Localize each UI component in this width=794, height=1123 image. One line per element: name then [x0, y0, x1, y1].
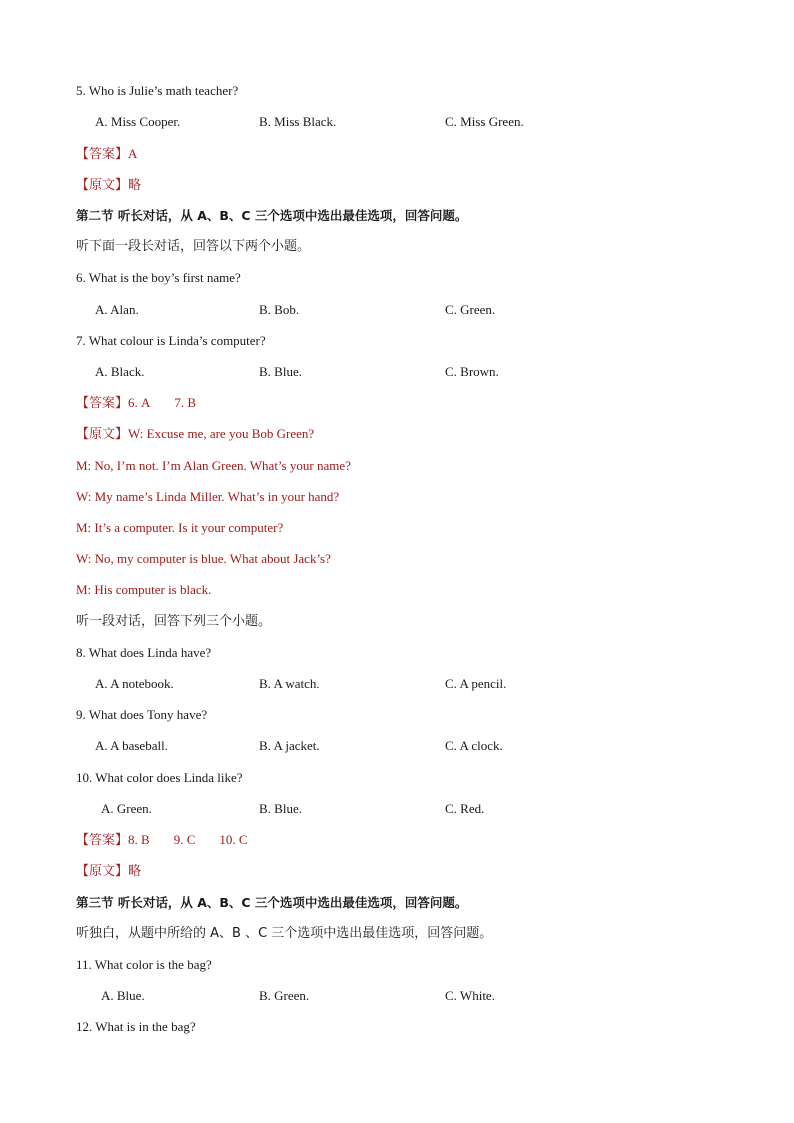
q7-option-a: A. Black.: [95, 364, 145, 379]
q8-option-a: A. A notebook.: [95, 676, 174, 691]
original-text-6-7: [76, 425, 314, 444]
q10-option-b: B. Blue.: [259, 801, 302, 816]
instruction-1: 听下面一段长对话，回答以下两个小题。: [76, 239, 311, 254]
q10-option-a: A. Green.: [101, 801, 152, 816]
q7-option-c: C. Brown.: [445, 364, 499, 379]
question-8: 8. What does Linda have?: [76, 645, 212, 660]
q6-option-c: C. Green.: [445, 302, 496, 317]
q8-option-c: C. A pencil.: [445, 676, 507, 691]
answer-6-7: [76, 394, 196, 413]
dialogue-line: W: Excuse me, are you Bob Green?: [128, 426, 315, 441]
dialogue-line: M: No, I’m not. I’m Alan Green. What’s your name?: [76, 458, 351, 473]
original-text-5: [76, 176, 141, 195]
answer-value-10: 10. C: [219, 832, 248, 847]
section-2-title: 第二节 听长对话，从 A、B、C 三个选项中选出最佳选项，回答问题。: [76, 208, 468, 223]
q6-option-a: A. Alan.: [95, 302, 139, 317]
answer-value-8: 8. B: [128, 832, 150, 847]
q8-option-b: B. A watch.: [259, 676, 320, 691]
q9-option-c: C. A clock.: [445, 738, 503, 753]
question-11: 11. What color is the bag?: [76, 957, 212, 972]
q7-option-b: B. Blue.: [259, 364, 302, 379]
dialogue-line: W: No, my computer is blue. What about Jack’s?: [76, 551, 331, 566]
original-tag: 【原文】: [76, 178, 129, 193]
question-7: 7. What colour is Linda’s computer?: [76, 333, 266, 348]
q5-option-a: A. Miss Cooper.: [95, 114, 181, 129]
answer-value-6: 6. A: [128, 395, 151, 410]
q11-option-a: A. Blue.: [101, 988, 145, 1003]
answer-tag: 【答案】: [76, 147, 129, 162]
dialogue-line: M: His computer is black.: [76, 582, 212, 597]
original-tag: 【原文】: [76, 427, 129, 442]
question-12: 12. What is in the bag?: [76, 1019, 196, 1034]
q10-option-c: C. Red.: [445, 801, 485, 816]
original-tag: 【原文】: [76, 864, 129, 879]
dialogue-line: W: My name’s Linda Miller. What’s in your hand?: [76, 489, 340, 504]
original-value: 略: [128, 864, 142, 879]
question-9: 9. What does Tony have?: [76, 707, 208, 722]
q9-option-a: A. A baseball.: [95, 738, 168, 753]
answer-tag: 【答案】: [76, 833, 129, 848]
answer-value-9: 9. C: [173, 832, 196, 847]
q5-option-c: C. Miss Green.: [445, 114, 524, 129]
question-10: 10. What color does Linda like?: [76, 770, 243, 785]
answer-8-10: [76, 831, 248, 850]
q11-option-b: B. Green.: [259, 988, 310, 1003]
q9-option-b: B. A jacket.: [259, 738, 320, 753]
instruction-3: 听独白，从题中所给的 A、B 、C 三个选项中选出最佳选项，回答问题。: [76, 926, 493, 941]
original-value: 略: [128, 178, 142, 193]
answer-tag: 【答案】: [76, 396, 129, 411]
instruction-2: 听一段对话，回答下列三个小题。: [76, 614, 272, 629]
original-text-8-10: [76, 862, 141, 881]
dialogue-line: M: It’s a computer. Is it your computer?: [76, 520, 284, 535]
q6-option-b: B. Bob.: [259, 302, 300, 317]
answer-value-7: 7. B: [174, 395, 197, 410]
q11-option-c: C. White.: [445, 988, 495, 1003]
question-5: 5. Who is Julie’s math teacher?: [76, 83, 239, 98]
section-3-title: 第三节 听长对话，从 A、B、C 三个选项中选出最佳选项，回答问题。: [76, 895, 468, 910]
answer-5: [76, 145, 137, 164]
answer-value: A: [128, 146, 138, 161]
q5-option-b: B. Miss Black.: [259, 114, 337, 129]
question-6: 6. What is the boy’s first name?: [76, 270, 241, 285]
